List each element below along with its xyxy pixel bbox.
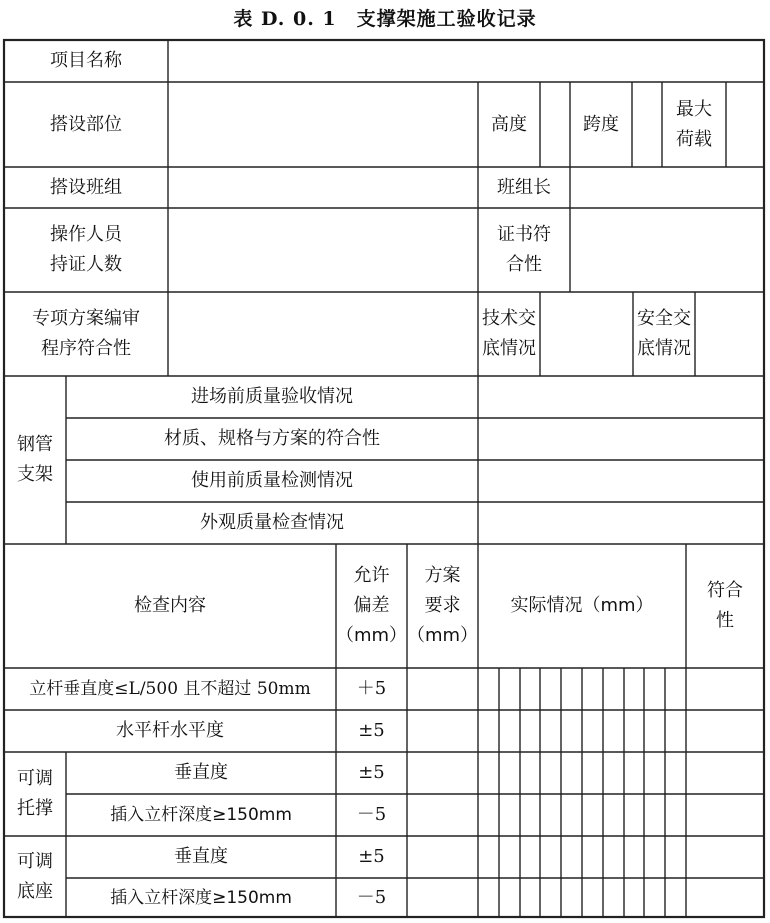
certificate-value[interactable] xyxy=(570,208,764,292)
label-height: 高度 xyxy=(491,113,527,135)
max-load-value[interactable] xyxy=(726,82,764,167)
base-insert-content: 插入立杆深度≥150mm xyxy=(110,887,292,908)
row-vertical-pole-content: 立杆垂直度≤L/500 且不超过 50mm xyxy=(29,679,311,699)
label-plan-review: 专项方案编审 程序符合性 xyxy=(32,308,140,359)
header-tolerance: 允许 偏差 （mm） xyxy=(335,565,408,646)
steel-item-1-value[interactable] xyxy=(478,376,764,418)
base-vertical-content: 垂直度 xyxy=(174,846,228,867)
header-requirement: 方案 要求 （mm） xyxy=(406,565,479,646)
label-certificate: 证书符 合性 xyxy=(497,224,551,275)
steel-item-4-value[interactable] xyxy=(478,502,764,544)
label-safety-briefing: 安全交 底情况 xyxy=(637,308,691,359)
height-value[interactable] xyxy=(540,82,570,167)
label-location: 搭设部位 xyxy=(50,113,122,135)
label-steel-support: 钢管 支架 xyxy=(17,434,53,485)
label-adjustable-base: 可调 底座 xyxy=(17,850,53,902)
team-value[interactable] xyxy=(168,167,478,208)
label-span: 跨度 xyxy=(583,113,619,135)
base-insert-tolerance: －5 xyxy=(356,886,387,908)
label-operators: 操作人员 持证人数 xyxy=(50,224,122,275)
label-project-name: 项目名称 xyxy=(50,50,122,71)
plan-review-value[interactable] xyxy=(168,292,478,376)
team-leader-value[interactable] xyxy=(570,167,764,208)
row-horizontal-level-content: 水平杆水平度 xyxy=(116,720,224,741)
project-name-value[interactable] xyxy=(168,40,764,82)
safety-briefing-value[interactable] xyxy=(695,292,764,376)
steel-item-2-value[interactable] xyxy=(478,418,764,460)
label-team: 搭设班组 xyxy=(50,176,122,198)
label-tech-briefing: 技术交 底情况 xyxy=(482,308,536,359)
header-actual: 实际情况（mm） xyxy=(510,595,654,616)
steel-item-3: 使用前质量检测情况 xyxy=(191,470,353,491)
top-insert-content: 插入立杆深度≥150mm xyxy=(110,805,292,825)
row-horizontal-level-tolerance: ±5 xyxy=(358,720,385,741)
row-vertical-pole-tolerance: ＋5 xyxy=(356,678,387,699)
header-conformity: 符合 性 xyxy=(707,580,743,631)
steel-item-2: 材质、规格与方案的符合性 xyxy=(164,428,380,449)
page-title: 表 D. 0. 1 支撑架施工验收记录 xyxy=(233,8,537,30)
operators-value[interactable] xyxy=(168,208,478,292)
span-value[interactable] xyxy=(632,82,662,167)
header-content: 检查内容 xyxy=(134,595,206,616)
top-vertical-content: 垂直度 xyxy=(174,762,228,783)
tech-briefing-value[interactable] xyxy=(540,292,633,376)
label-adjustable-top: 可调 托撑 xyxy=(17,768,53,819)
top-vertical-tolerance: ±5 xyxy=(358,762,385,783)
location-value[interactable] xyxy=(168,82,478,167)
top-insert-tolerance: －5 xyxy=(356,804,387,825)
base-vertical-tolerance: ±5 xyxy=(358,846,385,867)
steel-item-4: 外观质量检查情况 xyxy=(200,512,344,533)
label-team-leader: 班组长 xyxy=(497,176,551,198)
steel-item-3-value[interactable] xyxy=(478,460,764,502)
steel-item-1: 进场前质量验收情况 xyxy=(191,386,353,407)
label-max-load: 最大 荷载 xyxy=(676,98,712,150)
